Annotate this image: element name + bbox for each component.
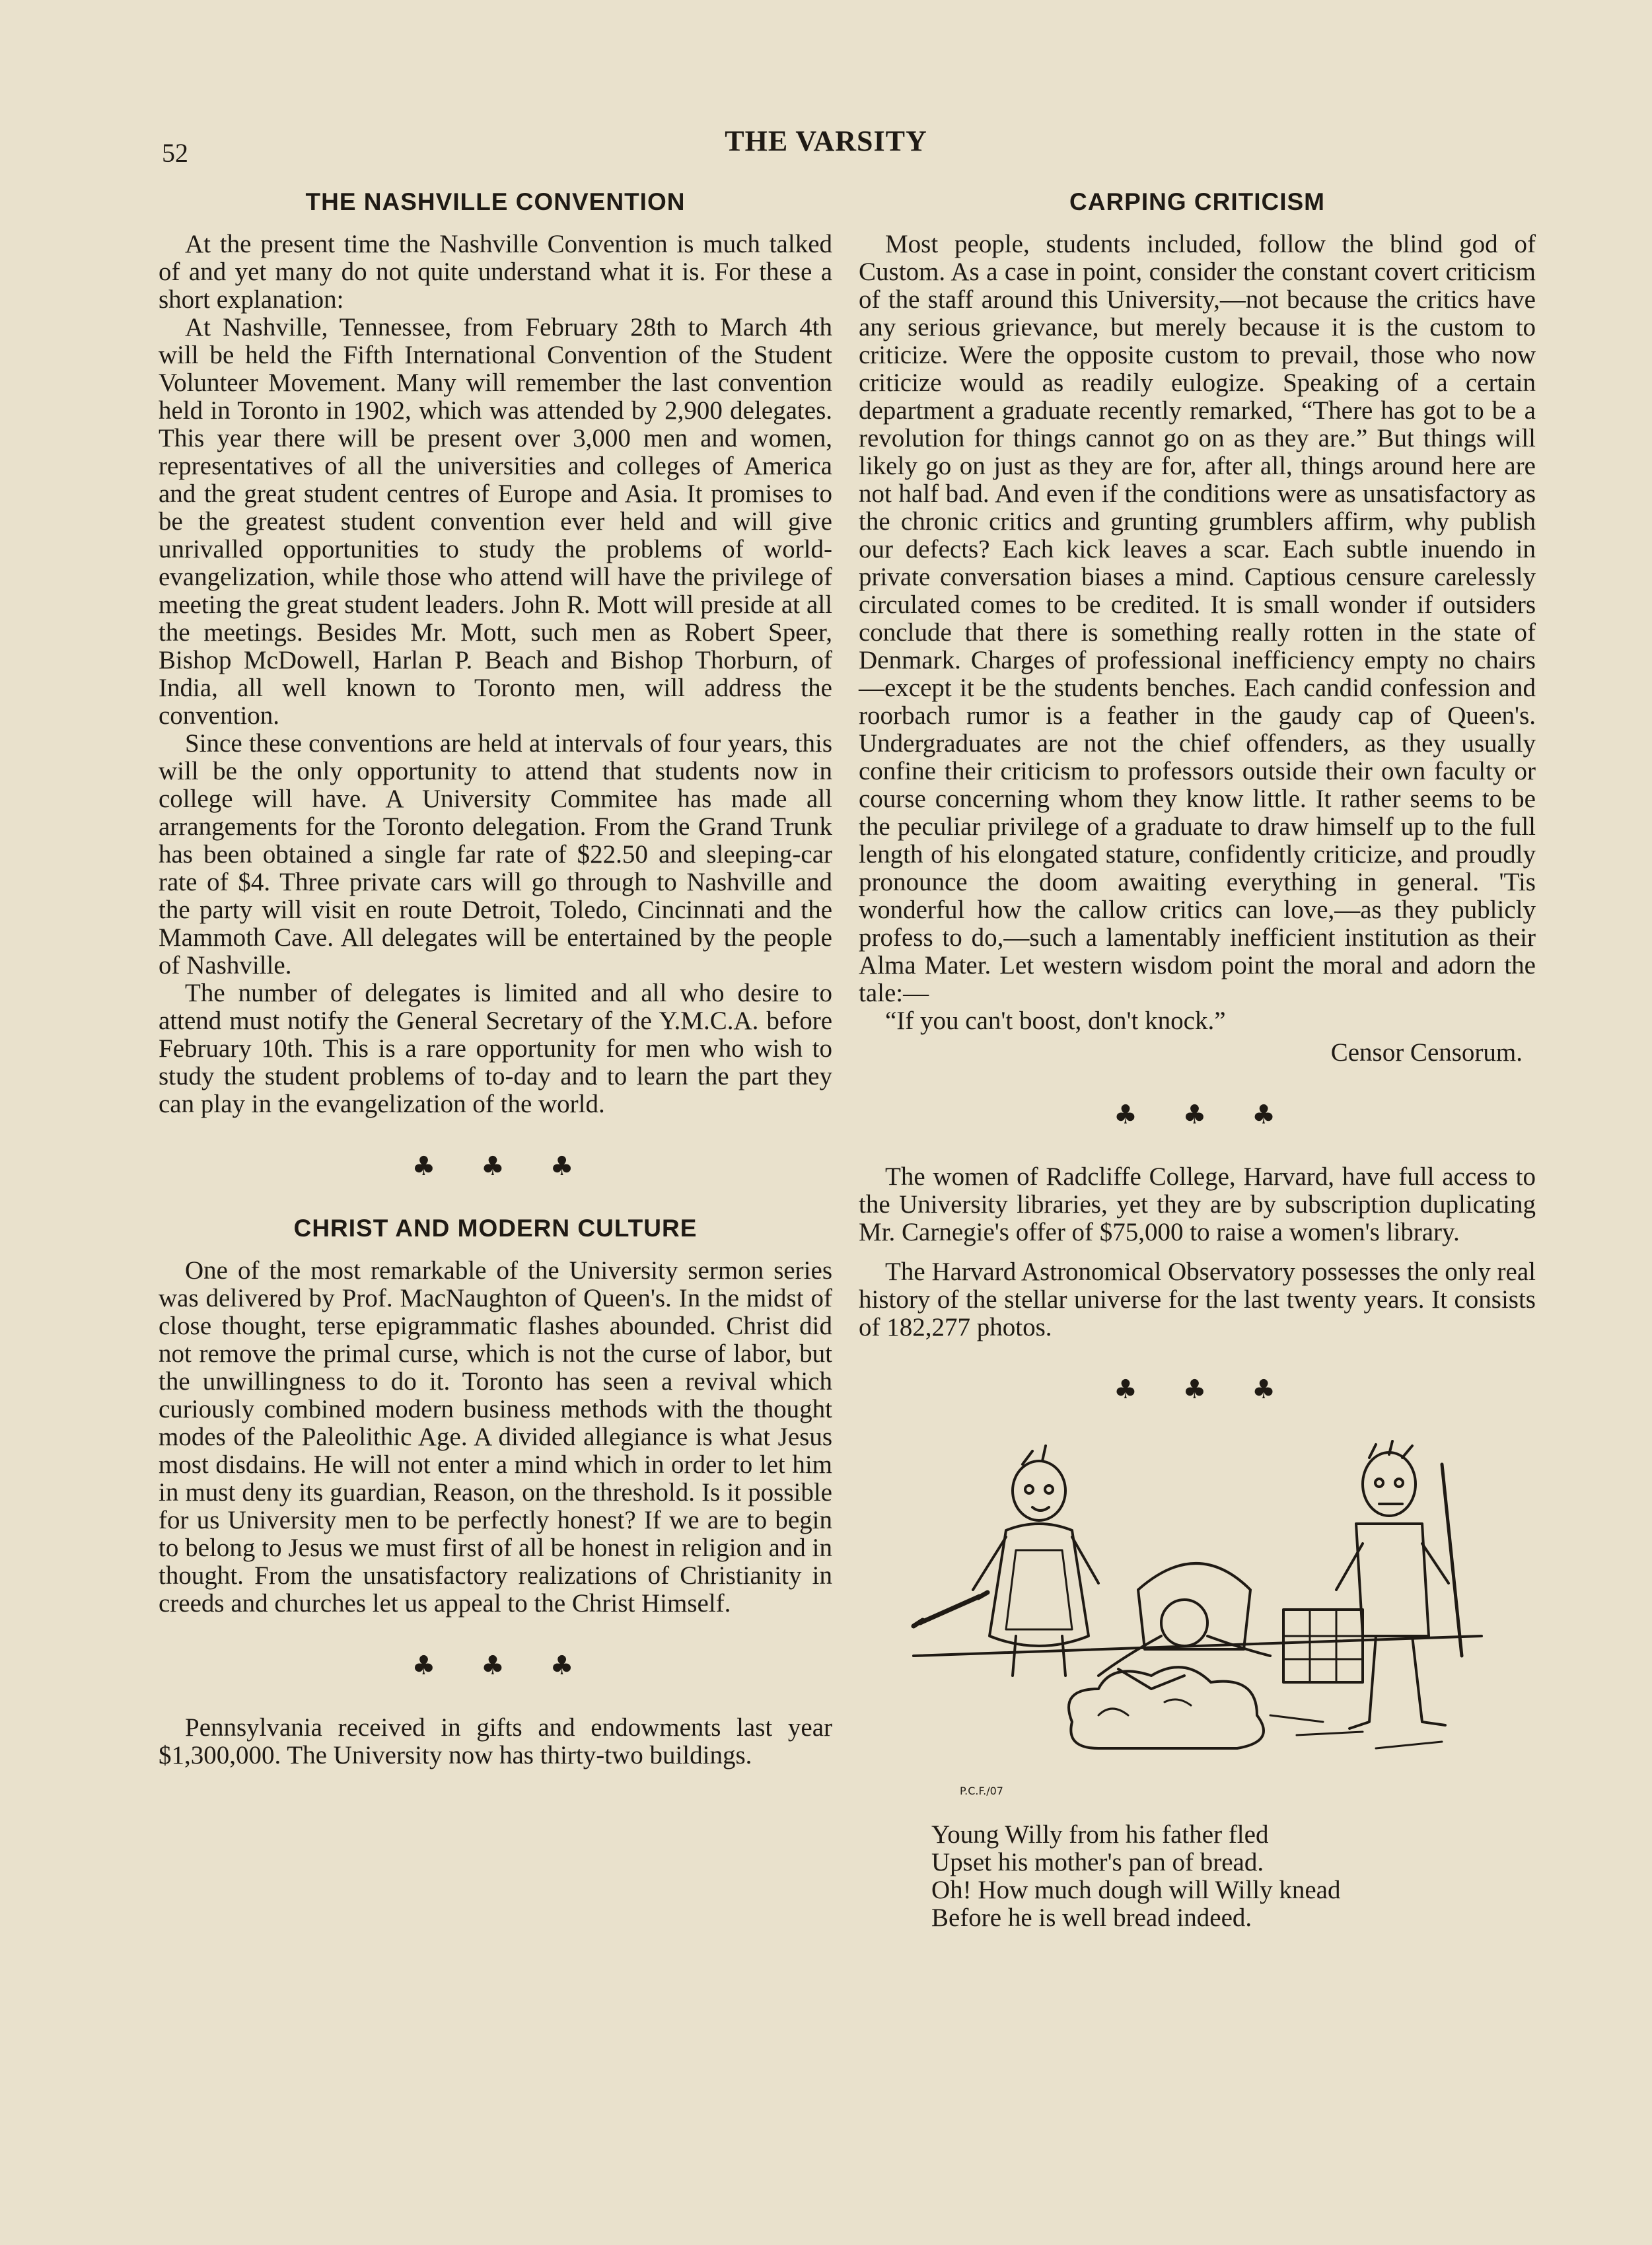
article-paragraph: Since these conventions are held at intervals of four years, this will be the only opportunity to attend that students now in college will have. A University Commitee has made all arrangements for the Toronto delegation. From the Grand Trunk has been obtained a single far rate of $22.50 and sleeping-car rate of $4. Three private cars will go through to Nashville and the party will visit en route Detroit, Toledo, Cincinnati and the Mammoth Cave. All delegates will be entertained by the people of Nashville. <box>159 729 832 980</box>
father-figure <box>1336 1441 1462 1728</box>
bread-pan <box>1138 1563 1250 1649</box>
pennsylvania-note: Pennsylvania received in gifts and endowments last year $1,300,000. The University now has thirty-two buildings. <box>159 1713 832 1769</box>
article-paragraph: Most people, students included, follow the blind god of Custom. As a case in point, consider the constant covert criticism of the staff around this University,—not because the critics have any serious grievance, but merely because it is the custom to criticize. Were the opposite custom to prevail, those who now criticize would as readily eulogize. Speaking of a certain department a graduate recently remarked, “There has got to be a revolution for things cannot go on as they are.” But things will likely go on just as they are for, after all, things around here are not half bad. And even if the conditions were as unsatisfactory as the chronic critics and grunting grumblers affirm, why publish our defects? Each kick leaves a scar. Each subtle inuendo in private conversation biases a mind. Captious censure carelessly circulated comes to be credited. It is small wonder if outsiders conclude that there is something really rotten in the state of Denmark. Charges of professional inefficiency empty no chairs—except it be the students benches. Each candid confession and roorbach rumor is a feather in the gaudy cap of Queen's. Undergraduates are not the chief offenders, as they usually confine their criticism to professors outside their own faculty or course concerning whom they know little. It rather seems to be the peculiar privilege of a graduate to draw himself up to the full length of his elongated stature, confidently criticize, and proudly pronounce the doom awaiting everything in general. 'Tis wonderful how the callow critics can love,—as they publicly profess to do,—such a lamentably inefficient institution as their Alma Mater. Let western wisdom point the moral and adorn the tale:— <box>859 230 1536 1007</box>
article-quote: “If you can't boost, don't knock.” <box>885 1007 1226 1035</box>
radcliffe-note: The women of Radcliffe College, Harvard, have full access to the University libraries, yet they are by subscription duplicating Mr. Carnegie's offer of $75,000 to raise a women's library. <box>859 1162 1536 1246</box>
right-column <box>859 182 1536 1932</box>
clubs-separator: ♣ ♣ ♣ <box>1113 1374 1294 1405</box>
verse-line: Before he is well bread indeed. <box>931 1904 1252 1932</box>
cartoon-signature: P.C.F./07 <box>959 1785 1003 1797</box>
mother-figure <box>973 1446 1098 1676</box>
verse-line: Young Willy from his father fled <box>931 1820 1269 1849</box>
verse-line: Upset his mother's pan of bread. <box>931 1848 1264 1876</box>
rolling-pin <box>914 1592 988 1626</box>
article-paragraph: At the present time the Nashville Convention is much talked of and yet many do not quite understand what it is. For these a short explanation: <box>159 230 832 314</box>
running-head: THE VARSITY <box>725 125 927 157</box>
article-paragraph: At Nashville, Tennessee, from February 28th to March 4th will be held the Fifth International Convention of the Student Volunteer Movement. Many will remember the last convention held in Toronto in 1902, which was attended by 2,900 delegates. This year there will be present over 3,000 men and women, representatives of all the universities and colleges of America and the great student centres of Europe and Asia. It promises to be the greatest student convention ever held and will give unrivalled opportunities to study the problems of world-evangelization, while those who attend will have the privilege of meeting the great student leaders. John R. Mott will preside at all the meetings. Besides Mr. Mott, such men as Robert Speer, Bishop McDowell, Harlan P. Beach and Bishop Thorburn, of India, all well known to Toronto men, will address the convention. <box>159 313 832 730</box>
clubs-separator: ♣ ♣ ♣ <box>1113 1100 1294 1130</box>
verse <box>931 1821 1536 1932</box>
harvard-observatory-note: The Harvard Astronomical Observatory possesses the only real history of the stellar universe for the last twenty years. It consists of 182,277 photos. <box>859 1258 1536 1341</box>
cartoon-illustration <box>900 1438 1495 1808</box>
article-paragraph: The number of delegates is limited and all who desire to attend must notify the General Secretary of the Y.M.C.A. before February 10th. This is a rare opportunity for men who wish to study the student problems of to-day and to learn the part they can play in the evangelization of the world. <box>159 979 832 1118</box>
clubs-separator: ♣ ♣ ♣ <box>412 1651 593 1681</box>
crate <box>1283 1610 1363 1682</box>
page-number: 52 <box>162 138 188 168</box>
article-title-nashville: THE NASHVILLE CONVENTION <box>305 188 686 215</box>
article-signature: Censor Censorum. <box>1330 1038 1523 1067</box>
article-paragraph: One of the most remarkable of the University sermon series was delivered by Prof. MacNaughton of Queen's. In the midst of close thought, terse epigrammatic flashes abounded. Christ did not remove the primal curse, which is not the curse of labor, but the unwillingness to do it. Toronto has seen a revival which curiously combined modern business methods with the thought modes of the Paleolithic Age. A divided allegiance is what Jesus most disdains. He will not enter a mind which in order to let him in must deny its guardian, Reason, on the threshold. Is it possible for us University men to be perfectly honest? If we are to begin to belong to Jesus we must first of all be honest in religion and in thought. From the unsatisfactory realizations of Christianity in creeds and churches let us appeal to the Christ Himself. <box>159 1256 832 1618</box>
dough-cloud <box>1069 1667 1264 1748</box>
article-title-carping-criticism: CARPING CRITICISM <box>1069 188 1325 215</box>
article-title-christ-modern-culture: CHRIST AND MODERN CULTURE <box>293 1215 698 1242</box>
clubs-separator: ♣ ♣ ♣ <box>412 1151 593 1182</box>
verse-line: Oh! How much dough will Willy knead <box>931 1876 1341 1904</box>
left-column <box>159 182 832 1769</box>
